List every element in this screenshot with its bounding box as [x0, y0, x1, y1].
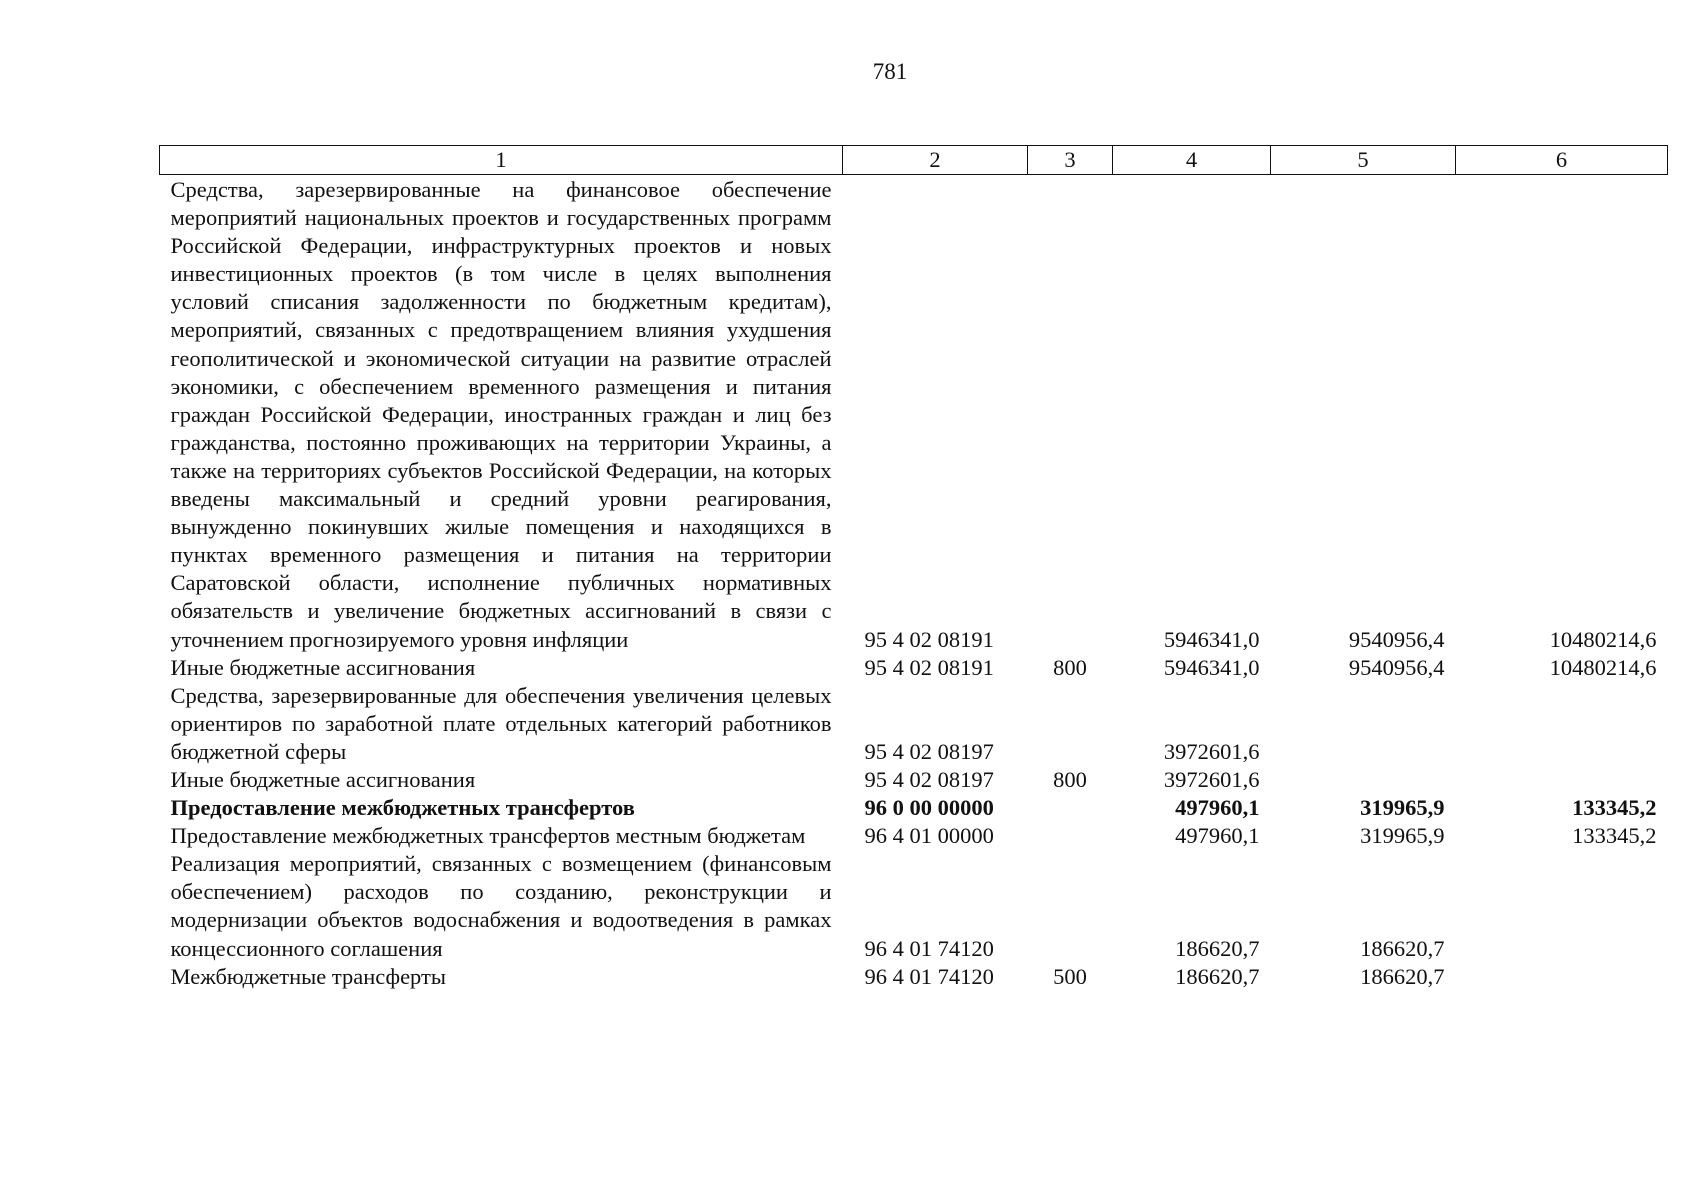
row-name: Иные бюджетные ассигнования — [170, 766, 476, 792]
row-name: Предоставление межбюджетных трансфертов — [170, 795, 635, 821]
table-row — [160, 822, 1668, 850]
row-code: 95 4 02 08191 — [864, 654, 994, 680]
row-value-col5 — [1271, 766, 1456, 794]
row-value-col5: 186620,7 — [1360, 935, 1445, 961]
row-expense-type — [1028, 822, 1113, 850]
row-code: 96 4 01 00000 — [864, 823, 994, 849]
page-number: 781 — [872, 59, 908, 84]
table-row — [160, 654, 1668, 682]
table-row — [160, 794, 1668, 822]
table-row — [160, 175, 1668, 654]
row-value-col6 — [1456, 963, 1668, 991]
row-value-col4: 186620,7 — [1175, 963, 1260, 989]
column-header-4: 4 — [1113, 146, 1271, 175]
row-value-col5: 319965,9 — [1360, 823, 1445, 849]
row-value-col6: 10480214,6 — [1549, 626, 1657, 652]
table-row — [160, 963, 1668, 991]
column-header-3: 3 — [1028, 146, 1113, 175]
budget-table — [159, 145, 1668, 991]
row-value-col6: 133345,2 — [1572, 823, 1657, 849]
row-name: Реализация мероприятий, связанных с возмещением (финансовым обеспечением) расходов по созданию, реконструкции и модернизации объектов водоснабжения и водоотведения в рамках концессионного соглашения — [170, 851, 832, 961]
row-expense-type: 800 — [1053, 766, 1087, 792]
row-value-col6 — [1456, 850, 1668, 962]
row-value-col6: 10480214,6 — [1549, 654, 1657, 680]
row-value-col4: 497960,1 — [1175, 795, 1260, 821]
row-value-col6 — [1456, 682, 1668, 766]
row-value-col4: 186620,7 — [1175, 935, 1260, 961]
row-name: Средства, зарезервированные для обеспечения увеличения целевых ориентиров по заработной плате отдельных категорий работников бюджетной сферы — [170, 682, 832, 764]
row-value-col5: 9540956,4 — [1348, 626, 1445, 652]
row-name: Межбюджетные трансферты — [170, 963, 446, 989]
row-code: 95 4 02 08197 — [864, 766, 994, 792]
row-expense-type: 800 — [1053, 654, 1087, 680]
row-expense-type — [1028, 175, 1113, 654]
row-code: 96 4 01 74120 — [864, 963, 994, 989]
row-name: Средства, зарезервированные на финансовое обеспечение мероприятий национальных проектов и государственных программ Российской Федерации, инфраструктурных проектов и новых инвестиционных проектов (в том числе в целях выполнения условий списания задолженности по бюджетным кредитам), мероприятий, связанных с предотвращением влияния ухудшения геополитической и экономической ситуации на развитие отраслей экономики, с обеспечением временного размещения и питания граждан Российской Федерации, иностранных граждан и лиц без гражданства, постоянно проживающих на территории Украины, а также на территориях субъектов Российской Федерации, на которых введены максимальный и средний уровни реагирования, вынужденно покинувших жилые помещения и находящихся в пунктах временного размещения и питания на территории Саратовской области, исполнение публичных нормативных обязательств и увеличение бюджетных ассигнований в связи с уточнением прогнозируемого уровня инфляции — [170, 177, 832, 652]
row-value-col5: 186620,7 — [1360, 963, 1445, 989]
table-row — [160, 766, 1668, 794]
row-value-col5: 319965,9 — [1360, 795, 1445, 821]
row-value-col4: 497960,1 — [1175, 823, 1260, 849]
row-name: Предоставление межбюджетных трансфертов местным бюджетам — [170, 823, 806, 849]
table-row — [160, 682, 1668, 766]
row-value-col4: 5946341,0 — [1163, 654, 1260, 680]
row-code: 95 4 02 08191 — [864, 626, 994, 652]
row-value-col6 — [1456, 766, 1668, 794]
row-value-col6: 133345,2 — [1572, 795, 1657, 821]
column-number-header-row — [160, 146, 1668, 175]
row-expense-type — [1028, 682, 1113, 766]
row-name: Иные бюджетные ассигнования — [170, 654, 476, 680]
row-code: 96 4 01 74120 — [864, 935, 994, 961]
row-expense-type — [1028, 794, 1113, 822]
row-value-col4: 3972601,6 — [1163, 766, 1260, 792]
row-value-col5: 9540956,4 — [1348, 654, 1445, 680]
row-expense-type: 500 — [1053, 963, 1087, 989]
column-header-2: 2 — [843, 146, 1028, 175]
column-header-6: 6 — [1456, 146, 1668, 175]
column-header-5: 5 — [1271, 146, 1456, 175]
row-code: 96 0 00 00000 — [864, 795, 994, 821]
row-value-col4: 5946341,0 — [1163, 626, 1260, 652]
row-value-col4: 3972601,6 — [1163, 738, 1260, 764]
row-expense-type — [1028, 850, 1113, 962]
row-value-col5 — [1271, 682, 1456, 766]
column-header-1: 1 — [160, 146, 843, 175]
row-code: 95 4 02 08197 — [864, 738, 994, 764]
table-row — [160, 850, 1668, 962]
